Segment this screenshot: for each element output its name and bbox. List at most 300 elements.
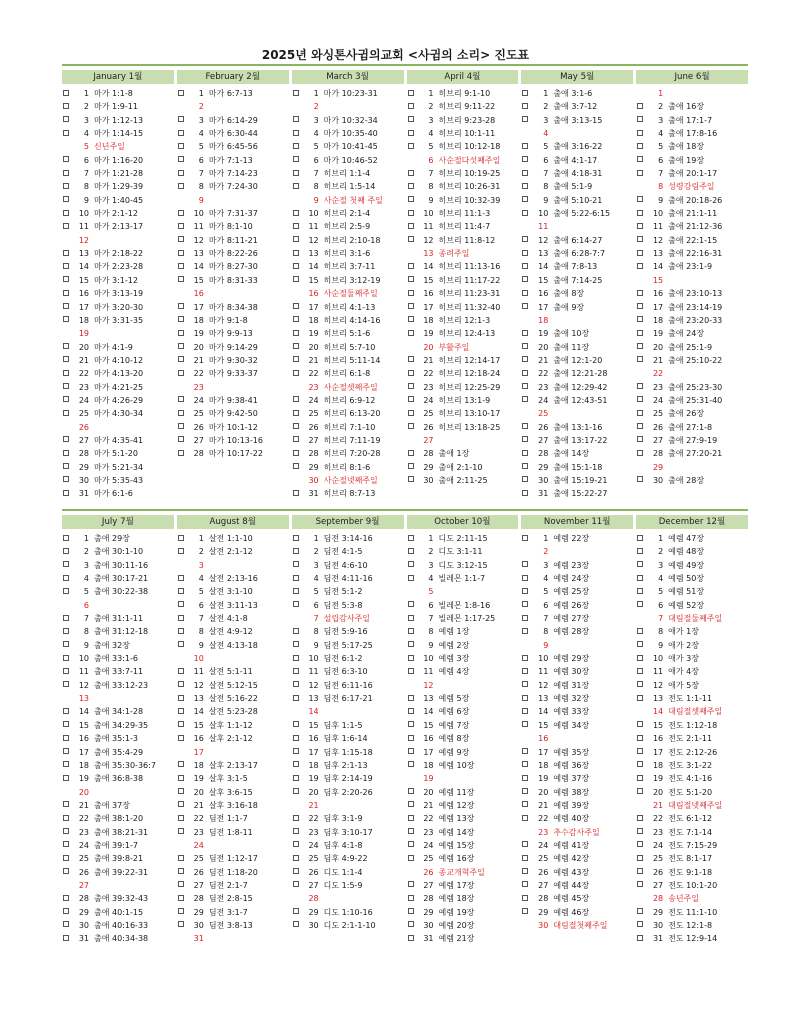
- checkbox-icon[interactable]: [637, 668, 643, 674]
- checkbox-icon[interactable]: [637, 748, 643, 754]
- checkbox-icon[interactable]: [63, 276, 69, 282]
- checkbox-icon[interactable]: [408, 575, 414, 581]
- checkbox-icon[interactable]: [293, 276, 299, 282]
- checkbox-icon[interactable]: [522, 423, 528, 429]
- checkbox-icon[interactable]: [637, 881, 643, 887]
- checkbox-icon[interactable]: [63, 748, 69, 754]
- checkbox-icon[interactable]: [637, 330, 643, 336]
- checkbox-icon[interactable]: [522, 748, 528, 754]
- checkbox-icon[interactable]: [293, 210, 299, 216]
- checkbox-icon[interactable]: [637, 476, 643, 482]
- checkbox-icon[interactable]: [63, 410, 69, 416]
- checkbox-icon[interactable]: [522, 183, 528, 189]
- checkbox-icon[interactable]: [178, 801, 184, 807]
- checkbox-icon[interactable]: [522, 143, 528, 149]
- checkbox-icon[interactable]: [63, 316, 69, 322]
- checkbox-icon[interactable]: [637, 575, 643, 581]
- checkbox-icon[interactable]: [293, 601, 299, 607]
- checkbox-icon[interactable]: [178, 681, 184, 687]
- checkbox-icon[interactable]: [408, 615, 414, 621]
- checkbox-icon[interactable]: [63, 681, 69, 687]
- checkbox-icon[interactable]: [178, 588, 184, 594]
- checkbox-icon[interactable]: [293, 841, 299, 847]
- checkbox-icon[interactable]: [408, 815, 414, 821]
- checkbox-icon[interactable]: [293, 370, 299, 376]
- checkbox-icon[interactable]: [637, 641, 643, 647]
- checkbox-icon[interactable]: [178, 548, 184, 554]
- checkbox-icon[interactable]: [293, 303, 299, 309]
- checkbox-icon[interactable]: [63, 450, 69, 456]
- checkbox-icon[interactable]: [522, 721, 528, 727]
- checkbox-icon[interactable]: [63, 130, 69, 136]
- checkbox-icon[interactable]: [293, 868, 299, 874]
- checkbox-icon[interactable]: [63, 921, 69, 927]
- checkbox-icon[interactable]: [178, 343, 184, 349]
- checkbox-icon[interactable]: [408, 841, 414, 847]
- checkbox-icon[interactable]: [178, 356, 184, 362]
- checkbox-icon[interactable]: [178, 423, 184, 429]
- checkbox-icon[interactable]: [637, 250, 643, 256]
- checkbox-icon[interactable]: [178, 868, 184, 874]
- checkbox-icon[interactable]: [63, 935, 69, 941]
- checkbox-icon[interactable]: [63, 210, 69, 216]
- checkbox-icon[interactable]: [637, 681, 643, 687]
- checkbox-icon[interactable]: [63, 436, 69, 442]
- checkbox-icon[interactable]: [637, 396, 643, 402]
- checkbox-icon[interactable]: [408, 396, 414, 402]
- checkbox-icon[interactable]: [522, 868, 528, 874]
- checkbox-icon[interactable]: [522, 490, 528, 496]
- checkbox-icon[interactable]: [293, 156, 299, 162]
- checkbox-icon[interactable]: [178, 143, 184, 149]
- checkbox-icon[interactable]: [178, 761, 184, 767]
- checkbox-icon[interactable]: [637, 383, 643, 389]
- checkbox-icon[interactable]: [178, 90, 184, 96]
- checkbox-icon[interactable]: [293, 316, 299, 322]
- checkbox-icon[interactable]: [178, 183, 184, 189]
- checkbox-icon[interactable]: [293, 423, 299, 429]
- checkbox-icon[interactable]: [637, 223, 643, 229]
- checkbox-icon[interactable]: [63, 868, 69, 874]
- checkbox-icon[interactable]: [522, 436, 528, 442]
- checkbox-icon[interactable]: [63, 641, 69, 647]
- checkbox-icon[interactable]: [63, 303, 69, 309]
- checkbox-icon[interactable]: [63, 655, 69, 661]
- checkbox-icon[interactable]: [293, 548, 299, 554]
- checkbox-icon[interactable]: [293, 855, 299, 861]
- checkbox-icon[interactable]: [178, 370, 184, 376]
- checkbox-icon[interactable]: [522, 615, 528, 621]
- checkbox-icon[interactable]: [293, 436, 299, 442]
- checkbox-icon[interactable]: [293, 263, 299, 269]
- checkbox-icon[interactable]: [408, 628, 414, 634]
- checkbox-icon[interactable]: [63, 761, 69, 767]
- checkbox-icon[interactable]: [178, 615, 184, 621]
- checkbox-icon[interactable]: [522, 895, 528, 901]
- checkbox-icon[interactable]: [293, 90, 299, 96]
- checkbox-icon[interactable]: [63, 463, 69, 469]
- checkbox-icon[interactable]: [408, 881, 414, 887]
- checkbox-icon[interactable]: [63, 183, 69, 189]
- checkbox-icon[interactable]: [293, 143, 299, 149]
- checkbox-icon[interactable]: [63, 628, 69, 634]
- checkbox-icon[interactable]: [637, 170, 643, 176]
- checkbox-icon[interactable]: [293, 535, 299, 541]
- checkbox-icon[interactable]: [637, 935, 643, 941]
- checkbox-icon[interactable]: [637, 921, 643, 927]
- checkbox-icon[interactable]: [178, 330, 184, 336]
- checkbox-icon[interactable]: [293, 575, 299, 581]
- checkbox-icon[interactable]: [63, 721, 69, 727]
- checkbox-icon[interactable]: [522, 476, 528, 482]
- checkbox-icon[interactable]: [293, 735, 299, 741]
- checkbox-icon[interactable]: [293, 356, 299, 362]
- checkbox-icon[interactable]: [637, 410, 643, 416]
- checkbox-icon[interactable]: [522, 761, 528, 767]
- checkbox-icon[interactable]: [522, 601, 528, 607]
- checkbox-icon[interactable]: [293, 170, 299, 176]
- checkbox-icon[interactable]: [522, 463, 528, 469]
- checkbox-icon[interactable]: [408, 463, 414, 469]
- checkbox-icon[interactable]: [63, 476, 69, 482]
- checkbox-icon[interactable]: [293, 815, 299, 821]
- checkbox-icon[interactable]: [637, 908, 643, 914]
- checkbox-icon[interactable]: [637, 855, 643, 861]
- checkbox-icon[interactable]: [63, 735, 69, 741]
- checkbox-icon[interactable]: [637, 721, 643, 727]
- checkbox-icon[interactable]: [178, 250, 184, 256]
- checkbox-icon[interactable]: [293, 881, 299, 887]
- checkbox-icon[interactable]: [408, 935, 414, 941]
- checkbox-icon[interactable]: [408, 143, 414, 149]
- checkbox-icon[interactable]: [522, 788, 528, 794]
- checkbox-icon[interactable]: [63, 290, 69, 296]
- checkbox-icon[interactable]: [522, 815, 528, 821]
- checkbox-icon[interactable]: [178, 828, 184, 834]
- checkbox-icon[interactable]: [408, 450, 414, 456]
- checkbox-icon[interactable]: [63, 196, 69, 202]
- checkbox-icon[interactable]: [637, 156, 643, 162]
- checkbox-icon[interactable]: [408, 921, 414, 927]
- checkbox-icon[interactable]: [63, 116, 69, 122]
- checkbox-icon[interactable]: [408, 170, 414, 176]
- checkbox-icon[interactable]: [293, 450, 299, 456]
- checkbox-icon[interactable]: [408, 641, 414, 647]
- checkbox-icon[interactable]: [637, 588, 643, 594]
- checkbox-icon[interactable]: [408, 668, 414, 674]
- checkbox-icon[interactable]: [178, 735, 184, 741]
- checkbox-icon[interactable]: [293, 588, 299, 594]
- checkbox-icon[interactable]: [408, 601, 414, 607]
- checkbox-icon[interactable]: [293, 490, 299, 496]
- checkbox-icon[interactable]: [293, 116, 299, 122]
- checkbox-icon[interactable]: [408, 383, 414, 389]
- checkbox-icon[interactable]: [637, 436, 643, 442]
- checkbox-icon[interactable]: [178, 116, 184, 122]
- checkbox-icon[interactable]: [637, 828, 643, 834]
- checkbox-icon[interactable]: [63, 895, 69, 901]
- checkbox-icon[interactable]: [178, 316, 184, 322]
- checkbox-icon[interactable]: [522, 116, 528, 122]
- checkbox-icon[interactable]: [293, 668, 299, 674]
- checkbox-icon[interactable]: [637, 303, 643, 309]
- checkbox-icon[interactable]: [63, 668, 69, 674]
- checkbox-icon[interactable]: [293, 236, 299, 242]
- checkbox-icon[interactable]: [63, 356, 69, 362]
- checkbox-icon[interactable]: [408, 908, 414, 914]
- checkbox-icon[interactable]: [408, 655, 414, 661]
- checkbox-icon[interactable]: [637, 343, 643, 349]
- checkbox-icon[interactable]: [178, 721, 184, 727]
- checkbox-icon[interactable]: [178, 895, 184, 901]
- checkbox-icon[interactable]: [637, 868, 643, 874]
- checkbox-icon[interactable]: [408, 761, 414, 767]
- checkbox-icon[interactable]: [293, 655, 299, 661]
- checkbox-icon[interactable]: [63, 535, 69, 541]
- checkbox-icon[interactable]: [522, 236, 528, 242]
- checkbox-icon[interactable]: [637, 263, 643, 269]
- checkbox-icon[interactable]: [408, 290, 414, 296]
- checkbox-icon[interactable]: [293, 921, 299, 927]
- checkbox-icon[interactable]: [637, 815, 643, 821]
- checkbox-icon[interactable]: [178, 236, 184, 242]
- checkbox-icon[interactable]: [637, 196, 643, 202]
- checkbox-icon[interactable]: [63, 383, 69, 389]
- checkbox-icon[interactable]: [63, 90, 69, 96]
- checkbox-icon[interactable]: [408, 828, 414, 834]
- checkbox-icon[interactable]: [408, 90, 414, 96]
- checkbox-icon[interactable]: [522, 383, 528, 389]
- checkbox-icon[interactable]: [408, 210, 414, 216]
- checkbox-icon[interactable]: [63, 250, 69, 256]
- checkbox-icon[interactable]: [637, 695, 643, 701]
- checkbox-icon[interactable]: [63, 561, 69, 567]
- checkbox-icon[interactable]: [408, 263, 414, 269]
- checkbox-icon[interactable]: [293, 183, 299, 189]
- checkbox-icon[interactable]: [522, 801, 528, 807]
- checkbox-icon[interactable]: [178, 575, 184, 581]
- checkbox-icon[interactable]: [522, 343, 528, 349]
- checkbox-icon[interactable]: [293, 396, 299, 402]
- checkbox-icon[interactable]: [408, 748, 414, 754]
- checkbox-icon[interactable]: [63, 575, 69, 581]
- checkbox-icon[interactable]: [178, 908, 184, 914]
- checkbox-icon[interactable]: [637, 236, 643, 242]
- checkbox-icon[interactable]: [637, 788, 643, 794]
- checkbox-icon[interactable]: [522, 90, 528, 96]
- checkbox-icon[interactable]: [637, 210, 643, 216]
- checkbox-icon[interactable]: [63, 815, 69, 821]
- checkbox-icon[interactable]: [637, 356, 643, 362]
- checkbox-icon[interactable]: [293, 561, 299, 567]
- checkbox-icon[interactable]: [637, 290, 643, 296]
- checkbox-icon[interactable]: [178, 535, 184, 541]
- checkbox-icon[interactable]: [63, 103, 69, 109]
- checkbox-icon[interactable]: [293, 130, 299, 136]
- checkbox-icon[interactable]: [637, 601, 643, 607]
- checkbox-icon[interactable]: [637, 535, 643, 541]
- checkbox-icon[interactable]: [293, 641, 299, 647]
- checkbox-icon[interactable]: [408, 708, 414, 714]
- checkbox-icon[interactable]: [293, 463, 299, 469]
- checkbox-icon[interactable]: [522, 588, 528, 594]
- checkbox-icon[interactable]: [637, 116, 643, 122]
- checkbox-icon[interactable]: [178, 695, 184, 701]
- checkbox-icon[interactable]: [293, 628, 299, 634]
- checkbox-icon[interactable]: [522, 841, 528, 847]
- checkbox-icon[interactable]: [178, 450, 184, 456]
- checkbox-icon[interactable]: [178, 921, 184, 927]
- checkbox-icon[interactable]: [63, 615, 69, 621]
- checkbox-icon[interactable]: [522, 668, 528, 674]
- checkbox-icon[interactable]: [178, 708, 184, 714]
- checkbox-icon[interactable]: [408, 370, 414, 376]
- checkbox-icon[interactable]: [408, 196, 414, 202]
- checkbox-icon[interactable]: [408, 223, 414, 229]
- checkbox-icon[interactable]: [178, 775, 184, 781]
- checkbox-icon[interactable]: [522, 250, 528, 256]
- checkbox-icon[interactable]: [408, 476, 414, 482]
- checkbox-icon[interactable]: [63, 170, 69, 176]
- checkbox-icon[interactable]: [178, 396, 184, 402]
- checkbox-icon[interactable]: [178, 815, 184, 821]
- checkbox-icon[interactable]: [178, 881, 184, 887]
- checkbox-icon[interactable]: [293, 343, 299, 349]
- checkbox-icon[interactable]: [522, 210, 528, 216]
- checkbox-icon[interactable]: [293, 223, 299, 229]
- checkbox-icon[interactable]: [63, 370, 69, 376]
- checkbox-icon[interactable]: [293, 748, 299, 754]
- checkbox-icon[interactable]: [637, 423, 643, 429]
- checkbox-icon[interactable]: [178, 303, 184, 309]
- checkbox-icon[interactable]: [63, 396, 69, 402]
- checkbox-icon[interactable]: [637, 143, 643, 149]
- checkbox-icon[interactable]: [408, 330, 414, 336]
- checkbox-icon[interactable]: [522, 330, 528, 336]
- checkbox-icon[interactable]: [408, 183, 414, 189]
- checkbox-icon[interactable]: [178, 788, 184, 794]
- checkbox-icon[interactable]: [408, 895, 414, 901]
- checkbox-icon[interactable]: [178, 263, 184, 269]
- checkbox-icon[interactable]: [408, 103, 414, 109]
- checkbox-icon[interactable]: [63, 841, 69, 847]
- checkbox-icon[interactable]: [522, 575, 528, 581]
- checkbox-icon[interactable]: [522, 561, 528, 567]
- checkbox-icon[interactable]: [637, 628, 643, 634]
- checkbox-icon[interactable]: [178, 601, 184, 607]
- checkbox-icon[interactable]: [293, 761, 299, 767]
- checkbox-icon[interactable]: [178, 130, 184, 136]
- checkbox-icon[interactable]: [522, 695, 528, 701]
- checkbox-icon[interactable]: [408, 356, 414, 362]
- checkbox-icon[interactable]: [178, 668, 184, 674]
- checkbox-icon[interactable]: [522, 450, 528, 456]
- checkbox-icon[interactable]: [63, 263, 69, 269]
- checkbox-icon[interactable]: [522, 908, 528, 914]
- checkbox-icon[interactable]: [522, 855, 528, 861]
- checkbox-icon[interactable]: [408, 276, 414, 282]
- checkbox-icon[interactable]: [408, 721, 414, 727]
- checkbox-icon[interactable]: [408, 423, 414, 429]
- checkbox-icon[interactable]: [293, 410, 299, 416]
- checkbox-icon[interactable]: [293, 330, 299, 336]
- checkbox-icon[interactable]: [408, 548, 414, 554]
- checkbox-icon[interactable]: [408, 561, 414, 567]
- checkbox-icon[interactable]: [293, 250, 299, 256]
- checkbox-icon[interactable]: [522, 535, 528, 541]
- checkbox-icon[interactable]: [408, 316, 414, 322]
- checkbox-icon[interactable]: [522, 681, 528, 687]
- checkbox-icon[interactable]: [522, 276, 528, 282]
- checkbox-icon[interactable]: [637, 561, 643, 567]
- checkbox-icon[interactable]: [63, 855, 69, 861]
- checkbox-icon[interactable]: [178, 223, 184, 229]
- checkbox-icon[interactable]: [408, 116, 414, 122]
- checkbox-icon[interactable]: [63, 708, 69, 714]
- checkbox-icon[interactable]: [522, 103, 528, 109]
- checkbox-icon[interactable]: [522, 303, 528, 309]
- checkbox-icon[interactable]: [178, 170, 184, 176]
- checkbox-icon[interactable]: [293, 788, 299, 794]
- checkbox-icon[interactable]: [522, 263, 528, 269]
- checkbox-icon[interactable]: [178, 276, 184, 282]
- checkbox-icon[interactable]: [63, 828, 69, 834]
- checkbox-icon[interactable]: [637, 735, 643, 741]
- checkbox-icon[interactable]: [293, 721, 299, 727]
- checkbox-icon[interactable]: [178, 210, 184, 216]
- checkbox-icon[interactable]: [637, 761, 643, 767]
- checkbox-icon[interactable]: [178, 436, 184, 442]
- checkbox-icon[interactable]: [637, 775, 643, 781]
- checkbox-icon[interactable]: [637, 450, 643, 456]
- checkbox-icon[interactable]: [63, 908, 69, 914]
- checkbox-icon[interactable]: [522, 170, 528, 176]
- checkbox-icon[interactable]: [408, 735, 414, 741]
- checkbox-icon[interactable]: [178, 156, 184, 162]
- checkbox-icon[interactable]: [637, 548, 643, 554]
- checkbox-icon[interactable]: [522, 196, 528, 202]
- checkbox-icon[interactable]: [178, 628, 184, 634]
- checkbox-icon[interactable]: [522, 628, 528, 634]
- checkbox-icon[interactable]: [522, 370, 528, 376]
- checkbox-icon[interactable]: [637, 316, 643, 322]
- checkbox-icon[interactable]: [637, 130, 643, 136]
- checkbox-icon[interactable]: [408, 695, 414, 701]
- checkbox-icon[interactable]: [637, 655, 643, 661]
- checkbox-icon[interactable]: [522, 396, 528, 402]
- checkbox-icon[interactable]: [408, 801, 414, 807]
- checkbox-icon[interactable]: [408, 788, 414, 794]
- checkbox-icon[interactable]: [522, 290, 528, 296]
- checkbox-icon[interactable]: [178, 410, 184, 416]
- checkbox-icon[interactable]: [408, 410, 414, 416]
- checkbox-icon[interactable]: [63, 775, 69, 781]
- checkbox-icon[interactable]: [408, 303, 414, 309]
- checkbox-icon[interactable]: [408, 855, 414, 861]
- checkbox-icon[interactable]: [63, 223, 69, 229]
- checkbox-icon[interactable]: [178, 641, 184, 647]
- checkbox-icon[interactable]: [63, 490, 69, 496]
- checkbox-icon[interactable]: [293, 695, 299, 701]
- checkbox-icon[interactable]: [637, 103, 643, 109]
- checkbox-icon[interactable]: [637, 841, 643, 847]
- checkbox-icon[interactable]: [522, 356, 528, 362]
- checkbox-icon[interactable]: [408, 130, 414, 136]
- checkbox-icon[interactable]: [63, 156, 69, 162]
- checkbox-icon[interactable]: [293, 681, 299, 687]
- checkbox-icon[interactable]: [293, 828, 299, 834]
- checkbox-icon[interactable]: [522, 655, 528, 661]
